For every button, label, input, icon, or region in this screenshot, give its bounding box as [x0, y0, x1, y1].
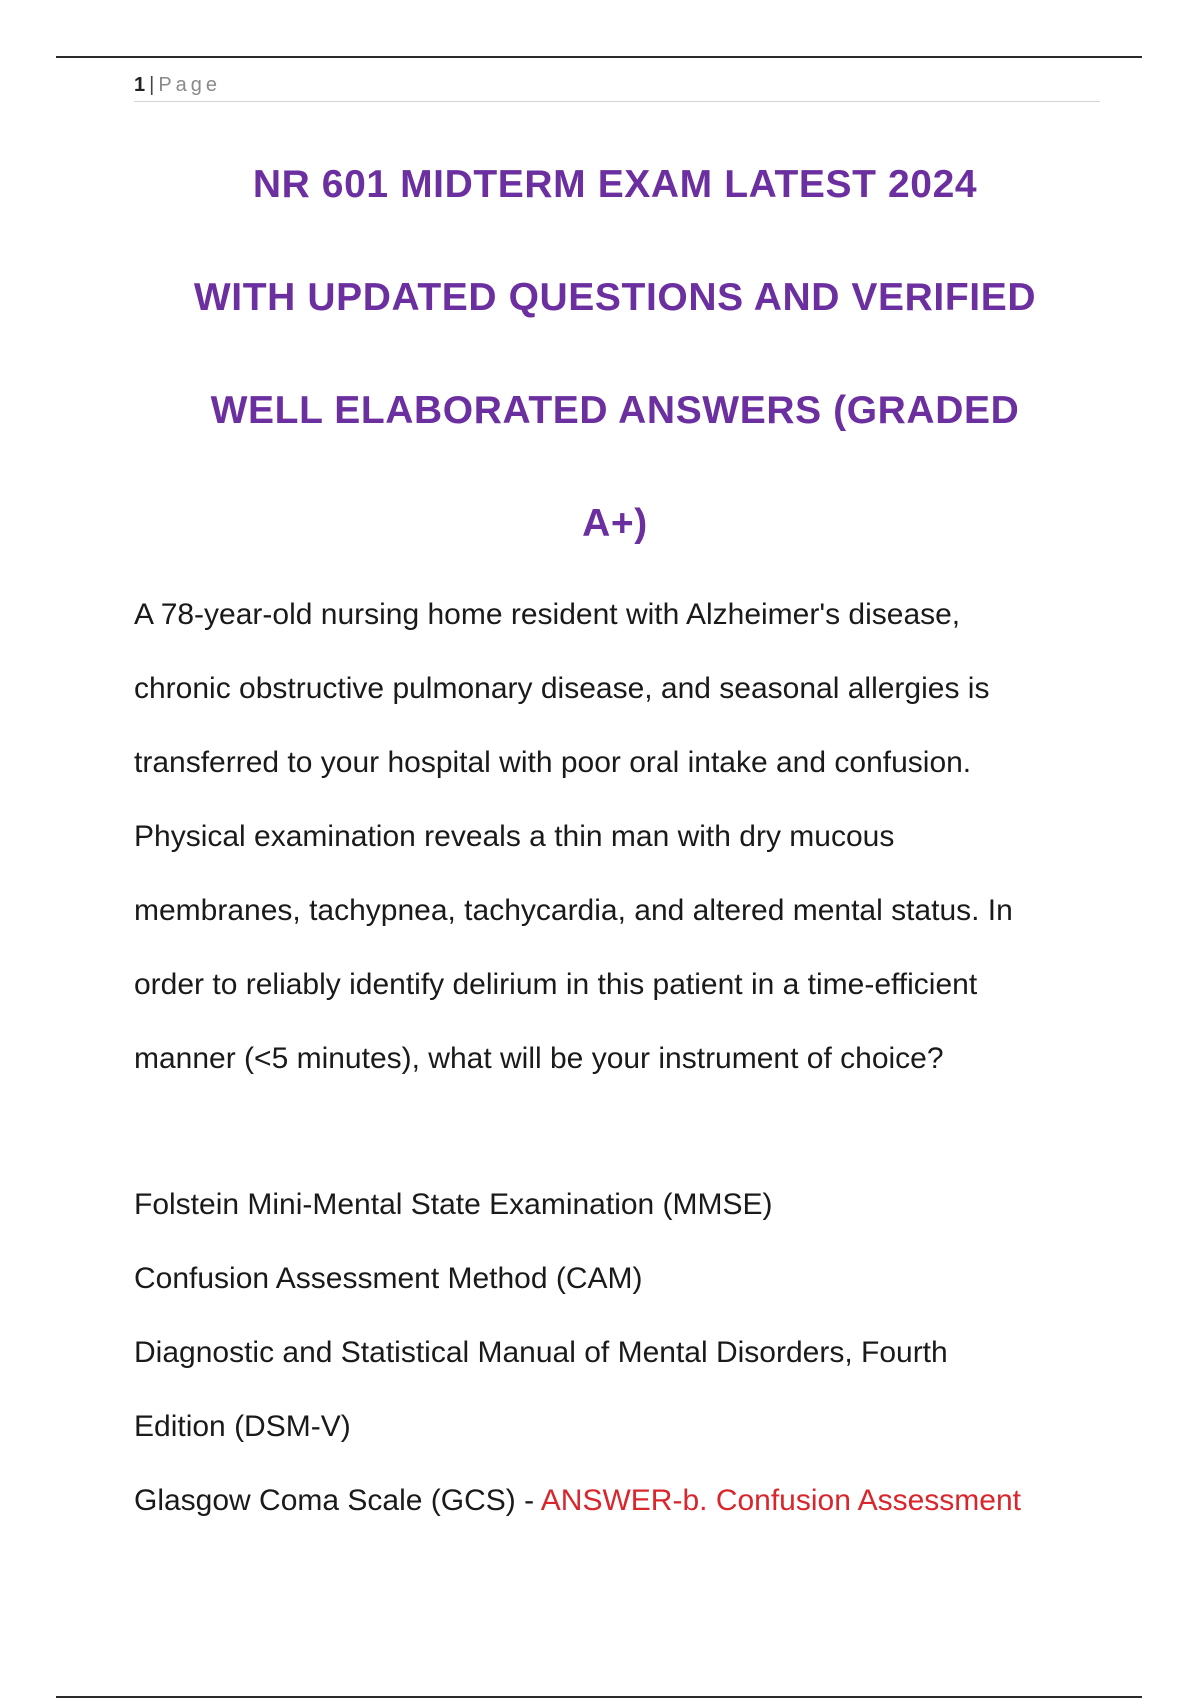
question-line: membranes, tachypnea, tachycardia, and altered mental status. In	[134, 894, 1013, 927]
title-line: NR 601 MIDTERM EXAM LATEST 2024	[252, 163, 978, 206]
option-item-last	[134, 1464, 1124, 1538]
answer-text: ANSWER-b. Confusion Assessment	[540, 1484, 1021, 1517]
page-word: Page	[158, 74, 222, 96]
question-line: manner (<5 minutes), what will be your instrument of choice?	[134, 1042, 944, 1075]
title-line: WITH UPDATED QUESTIONS AND VERIFIED	[193, 276, 1037, 319]
option-item: Folstein Mini-Mental State Examination (MMSE)	[134, 1188, 773, 1221]
option-item: Diagnostic and Statistical Manual of Mental Disorders, Fourth	[134, 1336, 948, 1369]
option-item: Edition (DSM-V)	[134, 1410, 351, 1443]
document-title	[120, 128, 1110, 580]
question-line: Physical examination reveals a thin man with dry mucous	[134, 820, 895, 853]
answer-options	[134, 1168, 1124, 1538]
question-line: chronic obstructive pulmonary disease, and seasonal allergies is	[134, 672, 990, 705]
bottom-rule	[56, 1696, 1142, 1698]
page-header	[134, 73, 1100, 102]
title-line: A+)	[582, 502, 648, 545]
question-line: A 78-year-old nursing home resident with Alzheimer's disease,	[134, 598, 961, 631]
option-item: Confusion Assessment Method (CAM)	[134, 1262, 643, 1295]
page-separator: |	[149, 74, 155, 96]
top-rule	[56, 56, 1142, 58]
page-number: 1	[134, 74, 146, 96]
question-line: transferred to your hospital with poor oral intake and confusion.	[134, 746, 972, 779]
option-text: Glasgow Coma Scale (GCS) -	[134, 1484, 541, 1517]
question-line: order to reliably identify delirium in this patient in a time-efficient	[134, 968, 978, 1001]
title-line: WELL ELABORATED ANSWERS (GRADED	[210, 389, 1020, 432]
question-text	[134, 578, 1114, 1096]
